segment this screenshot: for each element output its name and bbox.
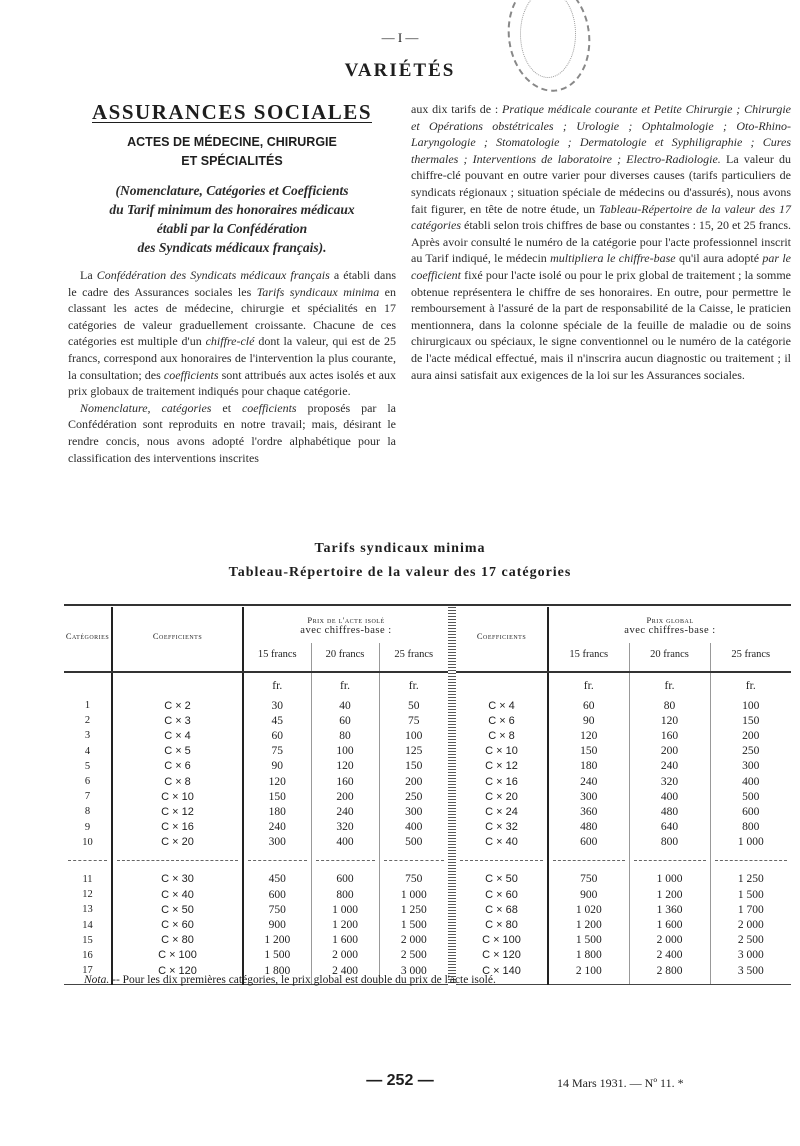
- table-row: [64, 933, 791, 948]
- rule-cell: [112, 665, 243, 672]
- unit-cell: fr.: [379, 672, 448, 698]
- text: en classant les actes de médecine, chirurgie et spécialités en 17 catégories de valeur graduellement croissante. Chacune de ces catégories est multiple d'un: [68, 284, 397, 349]
- header-global-20: 20 francs: [629, 643, 710, 665]
- italic-text: Pratique médicale courante et Petite Chirurgie ; Chirurgie et Opérations obstétricales ; Urologie ; Ophtalmologie ; Oto-Rhino-Laryngologie ; Stomatologie ; Dermatologie et Syphiligraphie ; Cures thermales ; Interventions de laboratoire ; Electro-Radiologie.: [411, 102, 792, 166]
- separator-line: [460, 860, 543, 861]
- article-italic-heading: [68, 181, 396, 257]
- acte-20-cell: 160: [311, 774, 379, 789]
- article-title: ASSURANCES SOCIALES: [92, 100, 372, 124]
- category-cell: 5: [84, 760, 91, 772]
- global-coefficient-cell: C × 4: [488, 699, 515, 712]
- separator-line: [316, 860, 375, 861]
- acte-20-cell: 1 600: [311, 933, 379, 948]
- italic-text: Tableau-Répertoire de la valeur des 17 catégories: [411, 201, 791, 233]
- italic-line: du Tarif minimum des honoraires médicaux: [109, 202, 355, 217]
- acte-20-cell: 2 400: [311, 963, 379, 978]
- acte-15-cell: 75: [243, 744, 311, 759]
- separator-cell: [112, 850, 243, 872]
- separator-line: [384, 860, 445, 861]
- global-25-cell: 200: [710, 728, 791, 743]
- global-20-cell: 1 200: [629, 887, 710, 902]
- global-20-cell: 1 000: [629, 872, 710, 887]
- global-20-cell: 640: [629, 820, 710, 835]
- acte-15-cell: 60: [243, 728, 311, 743]
- dotted-divider: [448, 607, 456, 984]
- acte-25-cell: 1 250: [379, 902, 448, 917]
- category-cell: 8: [84, 806, 91, 818]
- unit-cell: fr.: [548, 672, 629, 698]
- text: proposés par la Confédération sont reproduits en notre travail; mais, désirant le rendre concis, nous avons adopté l'ordre alphabétique pour la classification des interventions inscrites: [68, 400, 396, 465]
- global-coefficient-cell: C × 32: [485, 821, 518, 834]
- global-coefficient-cell: C × 68: [485, 903, 518, 916]
- table-row: [64, 698, 791, 713]
- global-25-cell: 300: [710, 759, 791, 774]
- unit-cell: fr.: [629, 672, 710, 698]
- rule-cell: [629, 665, 710, 672]
- italic-text: coefficients: [163, 367, 219, 382]
- acte-25-cell: 50: [379, 698, 448, 713]
- global-25-cell: 2 000: [710, 917, 791, 932]
- separator-cell: [64, 850, 112, 872]
- rule-cell: [379, 665, 448, 672]
- acte-20-cell: 200: [311, 789, 379, 804]
- text: a établi dans le cadre des Assurances sociales les: [68, 268, 396, 299]
- global-25-cell: 1 250: [710, 872, 791, 887]
- header-base-20: 20 francs: [311, 643, 379, 665]
- global-20-cell: 160: [629, 728, 710, 743]
- separator-cell: [311, 850, 379, 872]
- section-rubric: VARIÉTÉS: [344, 60, 456, 81]
- global-coefficient-cell: C × 80: [485, 919, 518, 932]
- right-column: [411, 101, 791, 383]
- rule-cell: [64, 665, 112, 672]
- italic-text: coefficients: [241, 400, 297, 415]
- bottom-cell: [548, 978, 629, 984]
- global-coefficient-cell: C × 120: [482, 949, 521, 962]
- header-line: Prix de l'acte isolé: [307, 614, 385, 625]
- header-global-25: 25 francs: [710, 643, 791, 665]
- bottom-cell: [629, 978, 710, 984]
- coefficient-cell: C × 20: [112, 835, 243, 850]
- global-15-cell: 360: [548, 804, 629, 819]
- acte-20-cell: 100: [311, 744, 379, 759]
- category-cell: 7: [84, 791, 91, 803]
- folio: — I —: [381, 30, 419, 45]
- italic-line: (Nomenclature, Catégories et Coefficients: [115, 183, 349, 198]
- header-rule: [64, 665, 791, 672]
- text: établi selon trois chiffres de base ou constantes : 15, 20 et 25 francs. Après avoir consulté le numéro de la catégorie pour l'acte professionnel inscrit au Tarif indiqué, le médecin: [411, 218, 791, 266]
- global-25-cell: 150: [710, 713, 791, 728]
- acte-15-cell: 600: [243, 887, 311, 902]
- header-global-15: 15 francs: [548, 643, 629, 665]
- global-25-cell: 400: [710, 774, 791, 789]
- text: aux dix tarifs de :: [411, 102, 502, 116]
- global-25-cell: 3 500: [710, 963, 791, 978]
- global-20-cell: 800: [629, 835, 710, 850]
- table-title: Tarifs syndicaux minima: [314, 541, 486, 556]
- category-cell: 11: [82, 873, 93, 885]
- category-cell: 15: [82, 934, 93, 946]
- unit-row: [64, 672, 791, 698]
- separator-cell: [379, 850, 448, 872]
- separator-line: [634, 860, 706, 861]
- global-20-cell: 2 400: [629, 948, 710, 963]
- paragraph: [411, 101, 791, 383]
- global-15-cell: 480: [548, 820, 629, 835]
- text: dont la valeur, qui est de 25 francs, correspond aux honoraires de l'intervention la plus courante, la consultation; des: [68, 334, 396, 382]
- coefficient-cell: C × 8: [112, 774, 243, 789]
- coefficient-cell: C × 120: [112, 963, 243, 978]
- global-20-cell: 200: [629, 744, 710, 759]
- acte-25-cell: 75: [379, 713, 448, 728]
- category-cell: 10: [82, 836, 93, 848]
- global-15-cell: 90: [548, 713, 629, 728]
- header-base-15: 15 francs: [243, 643, 311, 665]
- global-20-cell: 1 360: [629, 902, 710, 917]
- acte-25-cell: 400: [379, 820, 448, 835]
- coefficient-cell: C × 3: [112, 713, 243, 728]
- header-coefficients-2: Coefficients: [476, 631, 527, 641]
- unit-cell: fr.: [710, 672, 791, 698]
- header-acte-isole: [243, 607, 448, 643]
- acte-25-cell: 250: [379, 789, 448, 804]
- rule-cell: [548, 665, 629, 672]
- coefficient-cell: C × 6: [112, 759, 243, 774]
- acte-20-cell: 1 200: [311, 917, 379, 932]
- global-coefficient-cell: C × 100: [482, 934, 521, 947]
- global-15-cell: 750: [548, 872, 629, 887]
- global-20-cell: 1 600: [629, 917, 710, 932]
- paragraph: [68, 400, 396, 466]
- acte-25-cell: 500: [379, 835, 448, 850]
- global-25-cell: 1 500: [710, 887, 791, 902]
- issue-date: 14 Mars 1931. — Nº 11. *: [557, 1076, 684, 1090]
- global-coefficient-cell: C × 6: [488, 714, 515, 727]
- separator-line: [117, 860, 238, 861]
- acte-20-cell: 80: [311, 728, 379, 743]
- table-row: [64, 902, 791, 917]
- global-25-cell: 100: [710, 698, 791, 713]
- global-15-cell: 1 800: [548, 948, 629, 963]
- category-cell: 3: [84, 730, 91, 742]
- global-25-cell: 600: [710, 804, 791, 819]
- global-15-cell: 60: [548, 698, 629, 713]
- acte-20-cell: 800: [311, 887, 379, 902]
- coefficient-cell: C × 4: [112, 728, 243, 743]
- coefficient-cell: C × 10: [112, 789, 243, 804]
- global-coefficient-cell: C × 140: [482, 964, 521, 977]
- acte-20-cell: 320: [311, 820, 379, 835]
- category-cell: 2: [84, 715, 91, 727]
- global-20-cell: 400: [629, 789, 710, 804]
- acte-20-cell: 400: [311, 835, 379, 850]
- category-cell: 12: [82, 889, 93, 901]
- coefficient-cell: C × 5: [112, 744, 243, 759]
- global-20-cell: 2 800: [629, 963, 710, 978]
- acte-25-cell: 2 000: [379, 933, 448, 948]
- subtitle-line: ACTES DE MÉDECINE, CHIRURGIE: [127, 135, 337, 149]
- rule-cell: [710, 665, 791, 672]
- table-row: [64, 713, 791, 728]
- header-line: avec chiffres-base :: [624, 624, 716, 636]
- separator-line: [248, 860, 307, 861]
- nota-label: Nota.: [84, 974, 110, 986]
- separator-cell: [629, 850, 710, 872]
- separator-cell: [710, 850, 791, 872]
- italic-text: chiffre-clé: [205, 334, 255, 349]
- table-row: [64, 948, 791, 963]
- italic-line: établi par la Confédération: [156, 221, 308, 236]
- acte-25-cell: 3 000: [379, 963, 448, 978]
- category-cell: 4: [84, 745, 91, 757]
- global-coefficient-cell: C × 20: [485, 790, 518, 803]
- global-20-cell: 320: [629, 774, 710, 789]
- acte-20-cell: 120: [311, 759, 379, 774]
- global-coefficient-cell: C × 24: [485, 805, 518, 818]
- unit-cell: fr.: [311, 672, 379, 698]
- global-coefficient-cell: C × 8: [488, 729, 515, 742]
- global-15-cell: 1 200: [548, 917, 629, 932]
- global-15-cell: 150: [548, 744, 629, 759]
- text: sont attribués aux actes isolés et aux prix globaux de traitement indiqués pour chaque catégorie.: [68, 367, 396, 399]
- acte-20-cell: 60: [311, 713, 379, 728]
- header-categories: Catégories: [65, 631, 110, 641]
- global-15-cell: 180: [548, 759, 629, 774]
- unit-cell: [64, 672, 112, 698]
- separator-line: [68, 860, 107, 861]
- global-15-cell: 240: [548, 774, 629, 789]
- acte-15-cell: 1 800: [243, 963, 311, 978]
- global-25-cell: 1 700: [710, 902, 791, 917]
- acte-15-cell: 30: [243, 698, 311, 713]
- global-coefficient-cell: C × 60: [485, 888, 518, 901]
- header-prix-global: [548, 607, 791, 643]
- category-cell: 1: [84, 700, 91, 712]
- text: et: [211, 400, 242, 415]
- acte-15-cell: 450: [243, 872, 311, 887]
- acte-15-cell: 120: [243, 774, 311, 789]
- category-cell: 17: [82, 965, 93, 977]
- table-row: [64, 759, 791, 774]
- rule-cell: [456, 665, 548, 672]
- global-15-cell: 300: [548, 789, 629, 804]
- acte-15-cell: 150: [243, 789, 311, 804]
- group-separator: [64, 850, 791, 872]
- acte-20-cell: 2 000: [311, 948, 379, 963]
- table-note: [84, 974, 496, 986]
- tariff-table: [64, 604, 791, 985]
- acte-20-cell: 600: [311, 872, 379, 887]
- paragraph: [68, 267, 396, 400]
- acte-15-cell: 750: [243, 902, 311, 917]
- global-coefficient-cell: C × 40: [485, 836, 518, 849]
- coefficient-cell: C × 60: [112, 917, 243, 932]
- acte-25-cell: 750: [379, 872, 448, 887]
- acte-20-cell: 40: [311, 698, 379, 713]
- coefficient-cell: C × 100: [112, 948, 243, 963]
- italic-text: par le coefficient: [411, 251, 791, 282]
- bottom-cell: [710, 978, 791, 984]
- global-15-cell: 120: [548, 728, 629, 743]
- global-15-cell: 2 100: [548, 963, 629, 978]
- text: fixé pour l'acte isolé ou pour le prix global de traitement ; la somme obtenue représentera le chiffre de ses honoraires. En outre, pour permettre le remboursement à l'assuré de la part de responsabilité de la Caisse, le praticien mentionnera, dans la colonne spéciale de la feuille de maladie ou de soins chirurgicaux ou spéciaux, le signe conventionnel ou le numéro de la catégorie de l'acte médical effectué, mais il n'inscrira aucun diagnostic ou traitement ; il aura ainsi satisfait aux exigences de la loi sur les Assurances sociales.: [411, 267, 791, 382]
- global-20-cell: 120: [629, 713, 710, 728]
- coefficient-cell: C × 16: [112, 820, 243, 835]
- global-25-cell: 800: [710, 820, 791, 835]
- global-coefficient-cell: C × 50: [485, 873, 518, 886]
- italic-text: Confédération des Syndicats médicaux français: [96, 268, 330, 282]
- separator-cell: [548, 850, 629, 872]
- category-cell: 14: [82, 919, 93, 931]
- acte-25-cell: 1 000: [379, 887, 448, 902]
- left-column: [68, 100, 396, 466]
- global-coefficient-cell: C × 16: [485, 775, 518, 788]
- coefficient-cell: C × 40: [112, 887, 243, 902]
- acte-25-cell: 100: [379, 728, 448, 743]
- acte-15-cell: 90: [243, 759, 311, 774]
- table-row: [64, 835, 791, 850]
- global-coefficient-cell: C × 10: [485, 745, 518, 758]
- coefficient-cell: C × 2: [112, 698, 243, 713]
- acte-20-cell: 1 000: [311, 902, 379, 917]
- article-subtitle: [68, 133, 396, 171]
- global-15-cell: 1 020: [548, 902, 629, 917]
- header-line: Prix global: [646, 614, 694, 625]
- header-base-25: 25 francs: [379, 643, 448, 665]
- global-25-cell: 500: [710, 789, 791, 804]
- separator-line: [553, 860, 625, 861]
- category-cell: 16: [82, 949, 93, 961]
- global-20-cell: 480: [629, 804, 710, 819]
- header-coefficients: Coefficients: [112, 607, 243, 665]
- page-number: — 252 —: [366, 1072, 434, 1089]
- unit-cell: [112, 672, 243, 698]
- table-row: [64, 872, 791, 887]
- acte-25-cell: 150: [379, 759, 448, 774]
- table-row: [64, 887, 791, 902]
- acte-25-cell: 1 500: [379, 917, 448, 932]
- table-row: [64, 804, 791, 819]
- text: qu'il aura adopté: [675, 251, 763, 266]
- coefficient-cell: C × 12: [112, 804, 243, 819]
- global-20-cell: 2 000: [629, 933, 710, 948]
- acte-15-cell: 300: [243, 835, 311, 850]
- coefficient-cell: C × 50: [112, 902, 243, 917]
- unit-cell: fr.: [243, 672, 311, 698]
- global-20-cell: 80: [629, 698, 710, 713]
- acte-15-cell: 180: [243, 804, 311, 819]
- acte-25-cell: 2 500: [379, 948, 448, 963]
- table-row: [64, 774, 791, 789]
- left-body-text: [68, 267, 396, 466]
- separator-cell: [456, 850, 548, 872]
- table-row: [64, 917, 791, 932]
- italic-text: Tarifs syndicaux minima: [256, 284, 380, 299]
- table-row: [64, 820, 791, 835]
- acte-15-cell: 240: [243, 820, 311, 835]
- global-25-cell: 3 000: [710, 948, 791, 963]
- global-25-cell: 1 000: [710, 835, 791, 850]
- category-cell: 6: [84, 776, 91, 788]
- text: La valeur du chiffre-clé pouvant en outre varier pour diverses causes (tarifs particuliers de syndicats régionaux ; situation spéciale de médecins ou d'assurés), nous avons fait figurer, en tête de notre étude, un: [411, 151, 791, 216]
- global-20-cell: 240: [629, 759, 710, 774]
- global-15-cell: 600: [548, 835, 629, 850]
- right-body-text: [411, 101, 791, 383]
- coefficient-cell: C × 80: [112, 933, 243, 948]
- subtitle-line: ET SPÉCIALITÉS: [181, 154, 283, 168]
- acte-15-cell: 1 200: [243, 933, 311, 948]
- separator-line: [715, 860, 788, 861]
- acte-25-cell: 200: [379, 774, 448, 789]
- category-cell: 9: [84, 821, 91, 833]
- table-row: [64, 744, 791, 759]
- separator-cell: [243, 850, 311, 872]
- acte-15-cell: 45: [243, 713, 311, 728]
- table-subtitle: Tableau-Répertoire de la valeur des 17 catégories: [228, 565, 572, 580]
- category-cell: 13: [82, 904, 93, 916]
- rule-cell: [243, 665, 311, 672]
- global-25-cell: 250: [710, 744, 791, 759]
- italic-line: des Syndicats médicaux français).: [137, 240, 327, 255]
- global-25-cell: 2 500: [710, 933, 791, 948]
- global-coefficient-cell: C × 12: [485, 760, 518, 773]
- italic-text: multipliera le chiffre-base: [550, 251, 676, 266]
- table-row: [64, 728, 791, 743]
- acte-15-cell: 1 500: [243, 948, 311, 963]
- acte-25-cell: 125: [379, 744, 448, 759]
- acte-15-cell: 900: [243, 917, 311, 932]
- acte-25-cell: 300: [379, 804, 448, 819]
- coefficient-cell: C × 30: [112, 872, 243, 887]
- rule-cell: [311, 665, 379, 672]
- global-15-cell: 1 500: [548, 933, 629, 948]
- italic-text: Nomenclature, catégories: [80, 400, 212, 415]
- unit-cell: [456, 672, 548, 698]
- nota-text: -- Pour les dix premières catégories, le prix global est double du prix de l'acte isolé.: [109, 974, 496, 986]
- acte-20-cell: 240: [311, 804, 379, 819]
- text: La: [80, 268, 97, 282]
- global-15-cell: 900: [548, 887, 629, 902]
- table-row: [64, 789, 791, 804]
- header-line: avec chiffres-base :: [300, 624, 392, 636]
